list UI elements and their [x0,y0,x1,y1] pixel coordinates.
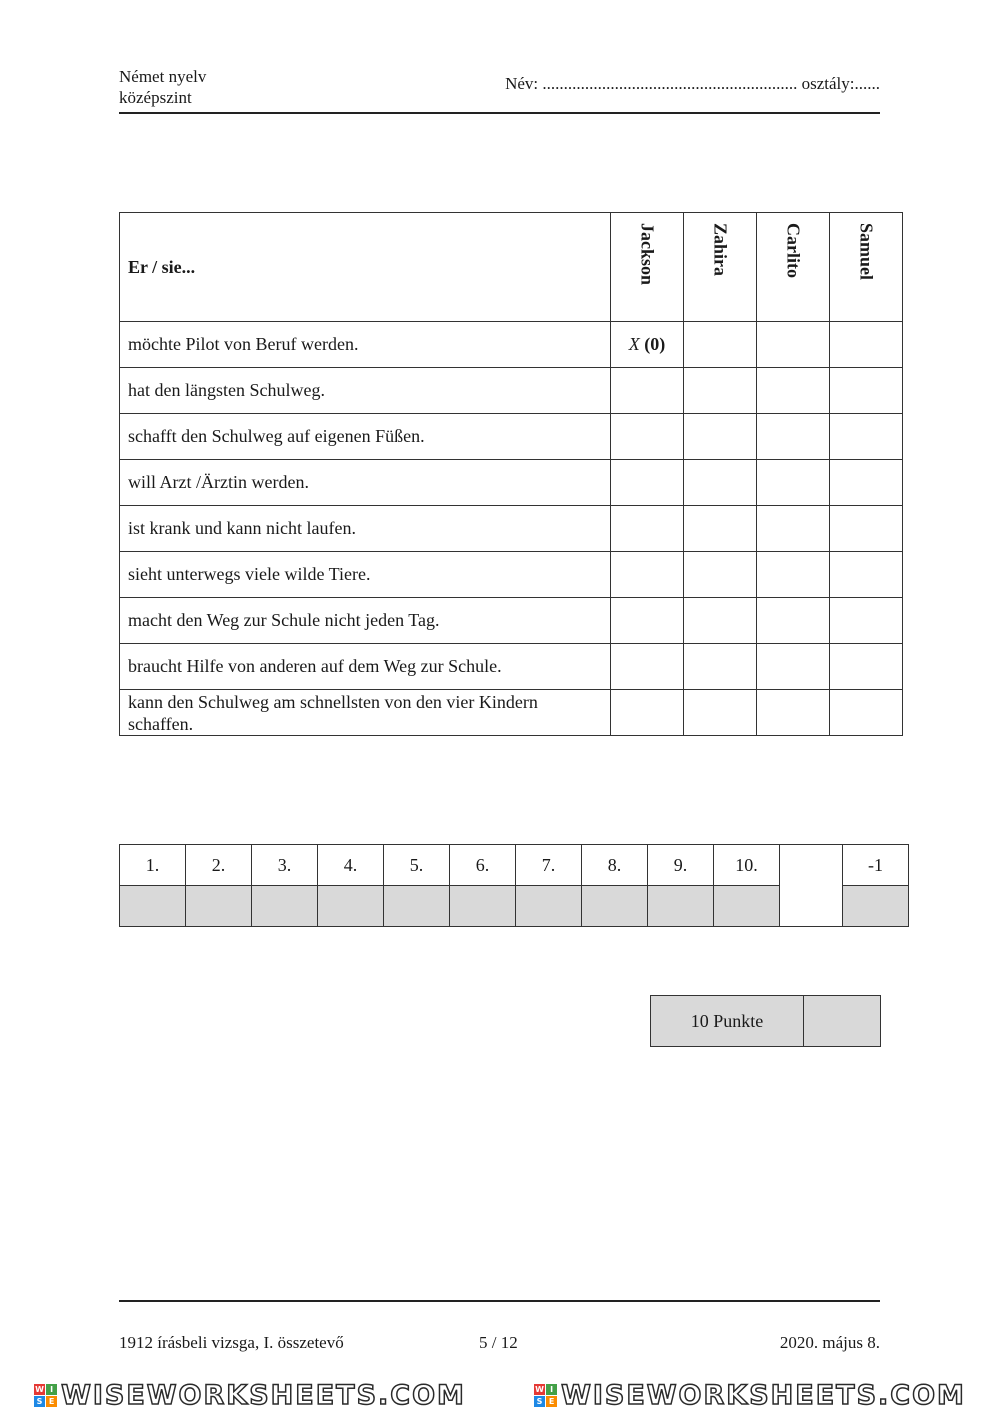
answer-cell[interactable] [757,598,830,644]
answer-cell[interactable] [684,690,757,736]
answer-cell[interactable] [611,368,684,414]
table-row [120,552,903,598]
column-header-carlito: Carlito [757,213,830,322]
answer-cell[interactable] [684,322,757,368]
answer-cell[interactable] [611,414,684,460]
wise-logo-icon: W I S E [34,1384,57,1407]
page-number: 5 / 12 [479,1333,518,1352]
exam-date: 2020. május 8. [779,1333,880,1352]
answer-cell[interactable] [757,414,830,460]
score-box [650,995,881,1047]
statement-text: kann den Schulweg am schnellsten von den vier Kindern schaffen. [120,690,611,736]
answer-cell[interactable] [830,414,903,460]
answer-input-cell[interactable] [648,886,714,927]
answer-cell[interactable] [830,552,903,598]
column-header-jackson: Jackson [611,213,684,322]
answer-number: 6. [450,845,516,886]
score-input-cell[interactable] [804,996,880,1046]
answer-grid [119,844,909,927]
answer-cell[interactable] [611,506,684,552]
answer-cell[interactable] [757,552,830,598]
answer-cell[interactable] [830,644,903,690]
table-row [120,414,903,460]
answer-number: 9. [648,845,714,886]
answer-cell[interactable] [830,506,903,552]
statement-text: braucht Hilfe von anderen auf dem Weg zur Schule. [120,644,611,690]
answer-input-cell[interactable] [516,886,582,927]
answer-grid-gap [780,845,843,927]
watermark-unit [534,1380,966,1411]
answer-input-cell[interactable] [582,886,648,927]
exam-code: 1912 írásbeli vizsga, I. összetevő [119,1333,344,1352]
penalty-label: -1 [843,845,909,886]
answer-cell[interactable] [830,368,903,414]
answer-cell[interactable] [757,322,830,368]
answer-input-cell[interactable] [450,886,516,927]
matching-table [119,212,903,736]
answer-cell[interactable] [757,460,830,506]
statement-text: möchte Pilot von Beruf werden. [120,322,611,368]
page-footer [119,1333,880,1355]
answer-number: 3. [252,845,318,886]
example-answer-cell [611,322,684,368]
example-mark: X [628,334,640,354]
answer-number: 7. [516,845,582,886]
answer-cell[interactable] [757,644,830,690]
statement-text: schafft den Schulweg auf eigenen Füßen. [120,414,611,460]
answer-number: 10. [714,845,780,886]
table-row [120,322,903,368]
answer-cell[interactable] [757,690,830,736]
answer-number: 1. [120,845,186,886]
answer-number: 5. [384,845,450,886]
answer-cell[interactable] [830,460,903,506]
answer-cell[interactable] [684,368,757,414]
answer-cell[interactable] [757,506,830,552]
answer-cell[interactable] [611,644,684,690]
statement-text: will Arzt /Ärztin werden. [120,460,611,506]
table-row [120,690,903,736]
answer-cell[interactable] [757,368,830,414]
subject-line-1: Német nyelv [119,67,207,86]
page-header [119,66,880,114]
answer-cell[interactable] [684,460,757,506]
table-row [120,598,903,644]
subject-line-2: középszint [119,88,192,107]
subject-label [119,66,206,108]
name-class-field[interactable]: Név: ............................................................ osztály:...... [505,74,880,93]
penalty-input-cell[interactable] [843,886,909,927]
answer-cell[interactable] [684,598,757,644]
watermark-unit [34,1380,466,1411]
footer-divider [119,1300,880,1302]
answer-cell[interactable] [830,322,903,368]
matching-table-header [120,213,903,322]
watermark-text: WISEWORKSHEETS.COM [61,1380,466,1411]
answer-cell[interactable] [611,690,684,736]
answer-cell[interactable] [611,598,684,644]
answer-cell[interactable] [611,552,684,598]
answer-input-cell[interactable] [714,886,780,927]
wise-logo-icon: W I S E [534,1384,557,1407]
answer-number: 2. [186,845,252,886]
table-row [120,506,903,552]
column-header-zahira: Zahira [684,213,757,322]
answer-cell[interactable] [611,460,684,506]
answer-cell[interactable] [684,506,757,552]
table-row [120,368,903,414]
answer-grid-numbers [120,845,909,886]
score-label: 10 Punkte [651,996,804,1046]
answer-input-cell[interactable] [384,886,450,927]
answer-cell[interactable] [830,690,903,736]
answer-number: 8. [582,845,648,886]
statement-text: ist krank und kann nicht laufen. [120,506,611,552]
statement-text: sieht unterwegs viele wilde Tiere. [120,552,611,598]
answer-cell[interactable] [684,552,757,598]
answer-number: 4. [318,845,384,886]
statement-text: macht den Weg zur Schule nicht jeden Tag. [120,598,611,644]
table-row [120,460,903,506]
table-row [120,644,903,690]
watermark-strip [0,1378,1000,1413]
example-number: (0) [644,334,666,354]
statement-text: hat den längsten Schulweg. [120,368,611,414]
answer-cell[interactable] [684,644,757,690]
answer-input-cell[interactable] [186,886,252,927]
answer-input-cell[interactable] [120,886,186,927]
column-header-samuel: Samuel [830,213,903,322]
answer-cell[interactable] [830,598,903,644]
answer-input-cell[interactable] [318,886,384,927]
watermark-text: WISEWORKSHEETS.COM [561,1380,966,1411]
answer-input-cell[interactable] [252,886,318,927]
answer-cell[interactable] [684,414,757,460]
column-header-er-sie: Er / sie... [120,213,611,322]
